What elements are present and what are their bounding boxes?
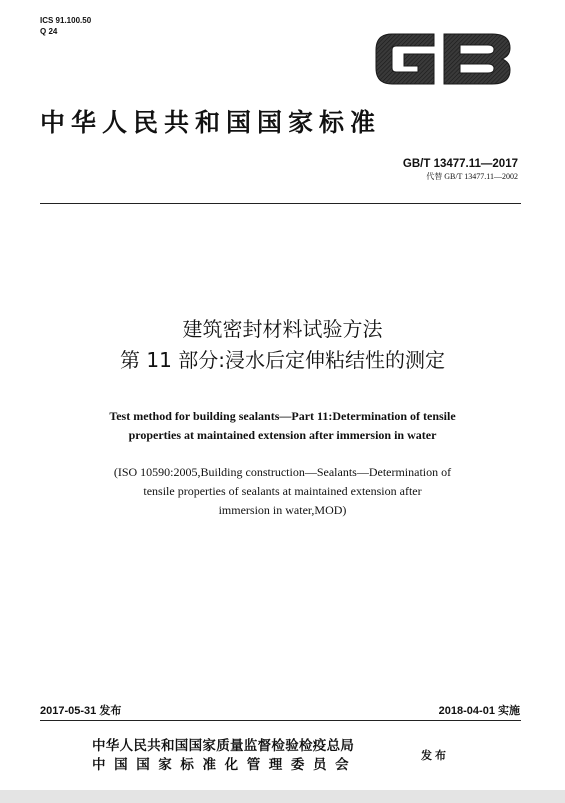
english-title-line-2: properties at maintained extension after immersion in water [128, 428, 437, 442]
chinese-title-line-2: 第 11 部分:浸水后定伸粘结性的测定 [120, 348, 445, 372]
header-divider [40, 203, 521, 204]
classification-codes [40, 15, 91, 37]
issuing-authorities [92, 737, 357, 775]
bottom-bar [0, 790, 565, 803]
gb-logo-icon [372, 28, 514, 90]
standard-number: GB/T 13477.11—2017 [402, 158, 518, 170]
chinese-title-line-1: 建筑密封材料试验方法 [182, 317, 383, 341]
ics-code: ICS 91.100.50 [40, 16, 92, 25]
iso-reference-line-3: immersion in water,MOD) [218, 503, 347, 517]
org-title: 中华人民共和国国家标准 [40, 108, 382, 137]
issue-date: 2017-05-31 发布 [40, 705, 122, 717]
iso-reference-line-2: tensile properties of sealants at maintained extension after [143, 484, 422, 498]
replaced-standard: 代替 GB/T 13477.11—2002 [426, 172, 518, 181]
issuer-line-2: 中国国家标准化管理委员会 [92, 757, 358, 773]
issue-label: 发布 [421, 749, 449, 762]
iso-reference-line-1: (ISO 10590:2005,Building construction—Sealants—Determination of [113, 465, 452, 479]
iso-reference [0, 463, 565, 520]
english-title-line-1: Test method for building sealants—Part 11:Determination of tensile [109, 409, 456, 423]
ccs-code: Q 24 [40, 27, 58, 36]
standard-number-block [403, 158, 518, 182]
issuer-line-1: 中华人民共和国国家质量监督检验检疫总局 [92, 738, 355, 754]
english-title [0, 407, 565, 445]
footer-divider [40, 720, 521, 721]
implementation-date: 2018-04-01 实施 [438, 705, 520, 717]
chinese-title [0, 314, 565, 376]
